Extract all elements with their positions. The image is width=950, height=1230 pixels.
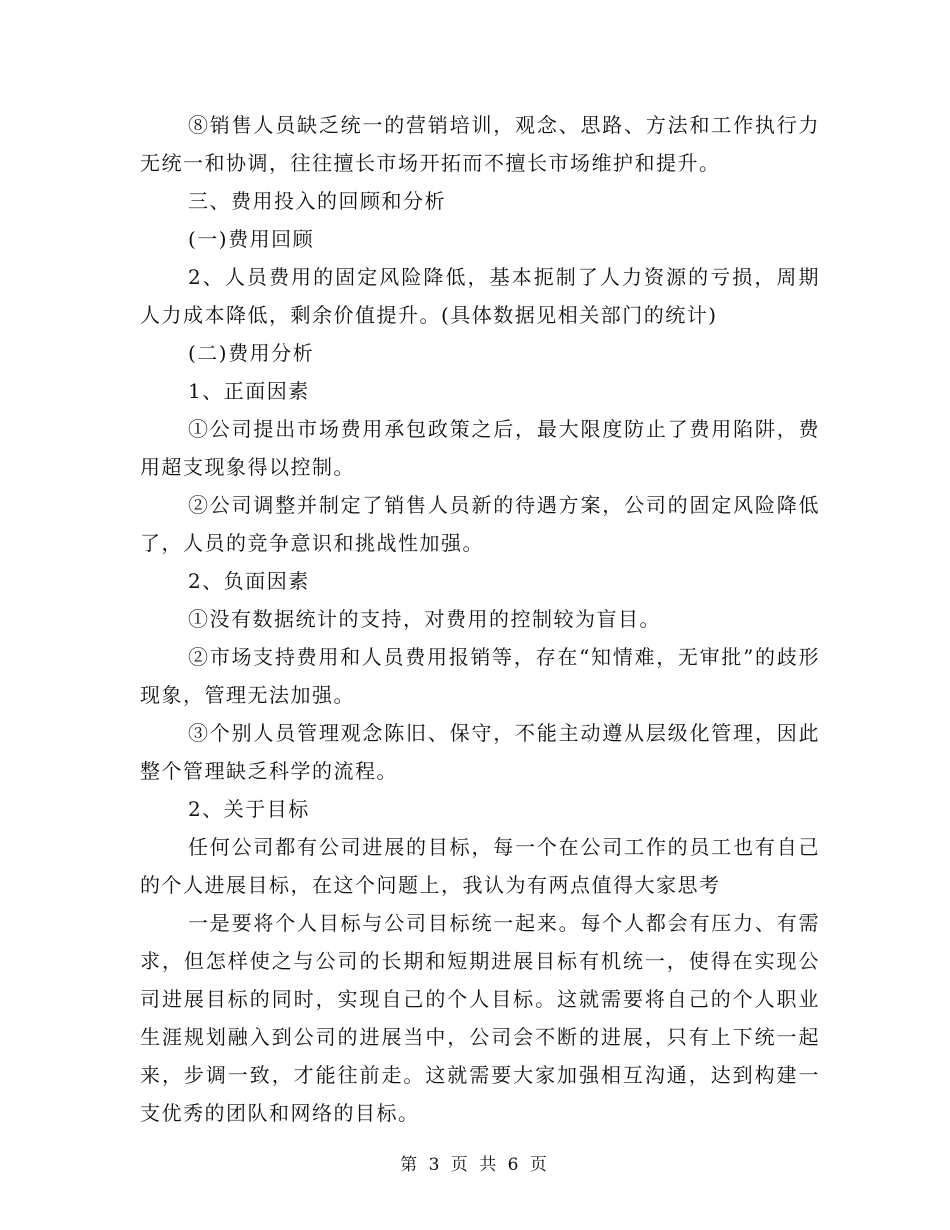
subheading-expense-review: (一)费用回顾 (188, 227, 315, 251)
subheading-expense-analysis: (二)费用分析 (188, 341, 315, 365)
paragraph-negative-3: ③个别人员管理观念陈旧、保守，不能主动遵从层级化管理，因此整个管理缺乏科学的流程。 (140, 721, 820, 783)
heading-about-goals: 2、关于目标 (188, 797, 310, 821)
paragraph-goals-intro: 任何公司都有公司进展的目标，每一个在公司工作的员工也有自己的个人进展目标，在这个问题上，我认为有两点值得大家思考 (140, 835, 820, 897)
page-number: 第 3 页 共 6 页 (400, 1155, 550, 1175)
paragraph-personnel-cost: 2、人员费用的固定风险降低，基本扼制了人力资源的亏损，周期人力成本降低，剩余价值提升。(具体数据见相关部门的统计) (140, 265, 820, 327)
paragraph-positive-1: ①公司提出市场费用承包政策之后，最大限度防止了费用陷阱，费用超支现象得以控制。 (140, 417, 820, 479)
heading-negative-factors: 2、负面因素 (188, 569, 310, 593)
paragraph-goals-unify: 一是要将个人目标与公司目标统一起来。每个人都会有压力、有需求，但怎样使之与公司的长期和短期进展目标有机统一，使得在实现公司进展目标的同时，实现自己的个人目标。这就需要将自己的个人职业生涯规划融入到公司的进展当中，公司会不断的进展，只有上下统一起来，步调一致，才能往前走。这就需要大家加强相互沟通，达到构建一支优秀的团队和网络的目标。 (140, 911, 820, 1125)
document-body (140, 106, 820, 1132)
page-footer (0, 1150, 950, 1175)
section-heading-expense-review: 三、费用投入的回顾和分析 (188, 189, 446, 213)
paragraph-negative-1: ①没有数据统计的支持，对费用的控制较为盲目。 (188, 607, 661, 631)
paragraph-negative-2: ②市场支持费用和人员费用报销等，存在“知情难，无审批”的歧形现象，管理无法加强。 (140, 645, 820, 707)
heading-positive-factors: 1、正面因素 (188, 379, 310, 403)
paragraph-positive-2: ②公司调整并制定了销售人员新的待遇方案，公司的固定风险降低了，人员的竞争意识和挑战性加强。 (140, 493, 820, 555)
paragraph-item-8-training: ⑧销售人员缺乏统一的营销培训，观念、思路、方法和工作执行力无统一和协调，往往擅长市场开拓而不擅长市场维护和提升。 (140, 113, 820, 175)
